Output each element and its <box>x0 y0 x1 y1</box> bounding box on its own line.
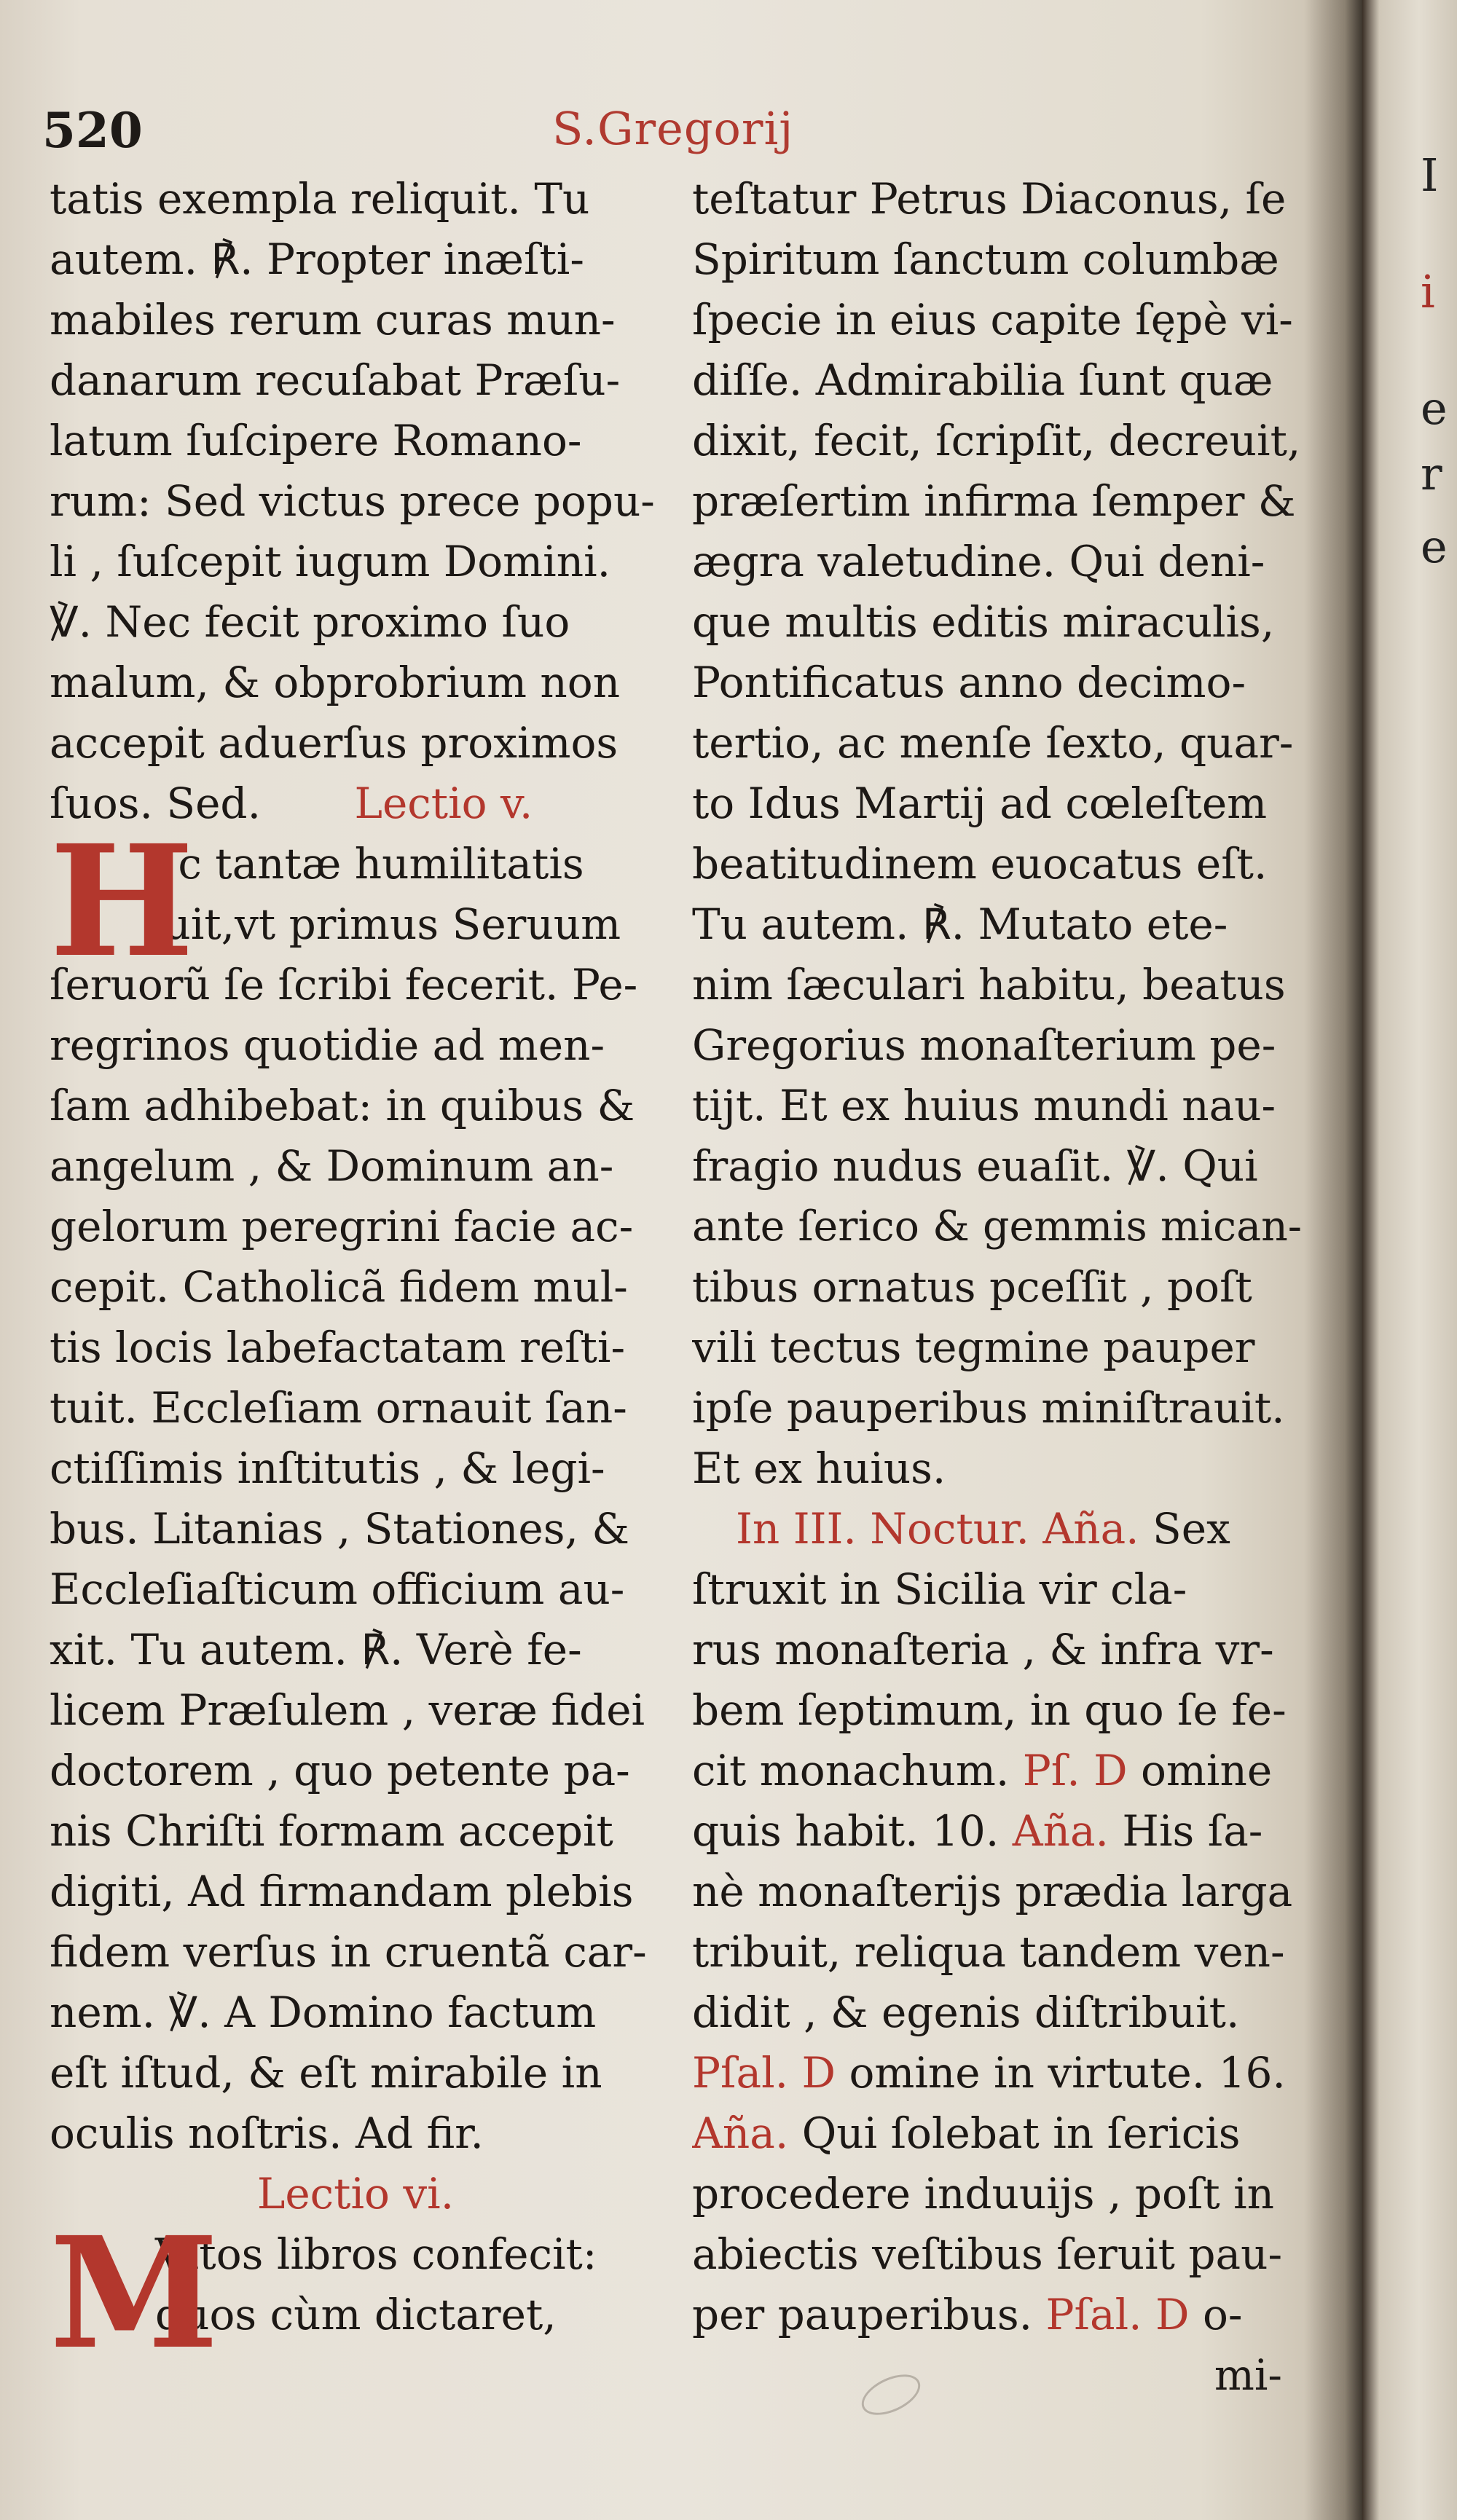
text-line: ſam adhibebat: in quibus & <box>50 1081 635 1130</box>
text-fragment: omine <box>1141 1746 1273 1795</box>
text-line: didit , & egenis diſtribuit. <box>692 1988 1240 2037</box>
text-line: I c tantæ humilitatis <box>148 839 584 889</box>
text-line: gelorum peregrini facie ac- <box>50 1202 634 1251</box>
text-line: Eccleſiaſticum officium au- <box>50 1564 625 1614</box>
text-line: tribuit, reliqua tandem ven- <box>692 1927 1285 1977</box>
text-line: Spiritum ſanctum columbæ <box>692 235 1279 284</box>
text-line: fidem verſus in cruentã car- <box>50 1927 647 1977</box>
text-line: fragio nudus euaſit. ℣. Qui <box>692 1141 1258 1191</box>
edge-fragment: I <box>1421 149 1439 202</box>
text-fragment: His ſa- <box>1122 1806 1263 1856</box>
text-line: ſtruxit in Sicilia vir cla- <box>692 1564 1187 1614</box>
lectio-heading: Lectio vi. <box>256 2169 455 2218</box>
text-line: tuit. Eccleſiam ornauit ſan- <box>50 1383 627 1433</box>
initial-paragraph <box>50 2203 661 2383</box>
text-line: tijt. Et ex huius mundi nau- <box>692 1081 1276 1130</box>
text-line: vili tectus tegmine pauper <box>692 1323 1255 1372</box>
text-line: nè monaſterijs prædia larga <box>692 1867 1293 1916</box>
text-fragment: Qui ſolebat in ſericis <box>801 2108 1241 2158</box>
text-line: præſertim infirma ſemper & <box>692 476 1296 526</box>
edge-fragment: i <box>1421 265 1435 318</box>
psalm-line <box>692 2043 1304 2103</box>
text-line: ſeruorũ ſe ſcribi fecerit. Pe- <box>50 960 638 1009</box>
antiphon-line <box>692 2103 1304 2164</box>
text-line: Vltos libros confecit: <box>155 2229 597 2279</box>
text-line: que multis editis miraculis, <box>692 597 1275 647</box>
text-line: nis Chriſti formam accepit <box>50 1806 613 1856</box>
text-line: Tu autem. ℟. Mutato ete- <box>692 899 1228 949</box>
nocturn-label: In III. Noctur. Aña. <box>736 1504 1139 1554</box>
text-line: ctiſſimis inſtitutis , & legi- <box>50 1444 605 1493</box>
psalm-label: Pſal. D <box>1045 2290 1190 2339</box>
text-line: rus monaſteria , & infra vr- <box>692 1625 1274 1674</box>
antiphon-label: Aña. <box>692 2108 789 2158</box>
text-line: mabiles rerum curas mun- <box>50 295 616 344</box>
text-fragment: quis habit. 10. <box>692 1806 1000 1856</box>
psalm-label: Pſ. D <box>1022 1746 1128 1795</box>
text-fragment: Sex <box>1152 1504 1230 1554</box>
right-column <box>692 169 1304 2406</box>
text-line: ℣. Nec fecit proximo ſuo <box>50 597 570 647</box>
text-line: ipſe pauperibus miniſtrauit. <box>692 1383 1285 1433</box>
page-gutter-shadow <box>1304 0 1362 2520</box>
text-line: to Idus Martij ad cœleſtem <box>692 779 1268 828</box>
text-line: angelum , & Dominum an- <box>50 1141 614 1191</box>
page-header <box>42 102 814 160</box>
text-line: Pontificatus anno decimo- <box>692 658 1246 707</box>
text-line: beatitudinem euocatus eſt. <box>692 839 1268 889</box>
text-line: regrinos quotidie ad men- <box>50 1020 605 1070</box>
text-line: doctorem , quo petente pa- <box>50 1746 630 1795</box>
text-line: xit. Tu autem. ℟. Verè fe- <box>50 1625 582 1674</box>
catchword: mi- <box>1214 2350 1282 2400</box>
text-line: tertio, ac menſe ſexto, quar- <box>692 718 1294 768</box>
text-line: Gregorius monaſterium pe- <box>692 1020 1276 1070</box>
text-line: rum: Sed victus prece popu- <box>50 476 655 526</box>
text-line: quos cùm dictaret, <box>155 2290 557 2339</box>
text-line: eſt iſtud, & eſt mirabile in <box>50 2048 602 2098</box>
text-line: li , ſuſcepit iugum Domini. <box>50 537 611 586</box>
page-number: 520 <box>42 102 143 159</box>
psalm-line <box>692 1741 1304 1801</box>
text-fragment: ſuos. Sed. <box>50 779 261 828</box>
text-line: bem ſeptimum, in quo ſe fe- <box>692 1685 1287 1735</box>
text-line: accepit aduerſus proximos <box>50 718 618 768</box>
text-line: oculis noſtris. Ad fir. <box>50 2108 484 2158</box>
text-fragment: omine in virtute. 16. <box>849 2048 1286 2098</box>
lectio-heading: Lectio v. <box>354 779 533 828</box>
text-fragment: cit monachum. <box>692 1746 1010 1795</box>
text-line: nim ſæculari habitu, beatus <box>692 960 1286 1009</box>
text-line: procedere induuijs , poſt in <box>692 2169 1275 2218</box>
edge-fragment: r <box>1421 447 1442 500</box>
psalm-line <box>692 2285 1304 2345</box>
text-line: ſpecie in eius capite ſępè vi- <box>692 295 1293 344</box>
text-line: teſtatur Petrus Diaconus, ſe <box>692 174 1287 224</box>
text-line: ante ſerico & gemmis mican- <box>692 1202 1303 1251</box>
text-line: diſſe. Admirabilia ſunt quæ <box>692 355 1273 405</box>
antiphon-label: Aña. <box>1012 1806 1109 1856</box>
text-line: autem. ℟. Propter inæſti- <box>50 235 584 284</box>
text-line: licem Præſulem , veræ fidei <box>50 1685 645 1735</box>
text-fragment: o- <box>1202 2290 1243 2339</box>
psalm-label: Pſal. D <box>692 2048 836 2098</box>
drop-cap: H <box>50 811 195 991</box>
text-line: tis locis labefactatam reſti- <box>50 1323 626 1372</box>
text-line: nem. ℣. A Domino factum <box>50 1988 597 2037</box>
text-line: cepit. Catholicã fidem mul- <box>50 1262 628 1312</box>
edge-fragment: e <box>1421 520 1448 573</box>
text-line: tatis exempla reliquit. Tu <box>50 174 590 224</box>
nocturn-line <box>692 1499 1304 1559</box>
adjacent-page-edge <box>1362 0 1457 2520</box>
running-title: S.Gregorij <box>552 102 794 155</box>
text-line: malum, & obprobrium non <box>50 658 621 707</box>
text-line: fuit,vt primus Seruum <box>148 899 621 949</box>
text-line: bus. Litanias , Stationes, & <box>50 1504 629 1554</box>
text-line: tibus ornatus pceſſit , poſt <box>692 1262 1252 1312</box>
drop-cap: M <box>50 2203 219 2383</box>
left-column <box>50 169 661 2383</box>
text-line: danarum recuſabat Præſu- <box>50 355 621 405</box>
text-line: abiectis veſtibus ſeruit pau- <box>692 2229 1283 2279</box>
edge-fragment: e <box>1421 382 1448 435</box>
text-line: ægra valetudine. Qui deni- <box>692 537 1265 586</box>
text-line: dixit, fecit, ſcripſit, decreuit, <box>692 416 1301 465</box>
text-line: latum ſuſcipere Romano- <box>50 416 582 465</box>
text-fragment: per pauperibus. <box>692 2290 1033 2339</box>
text-line: digiti, Ad firmandam plebis <box>50 1867 634 1916</box>
antiphon-line <box>692 1801 1304 1862</box>
text-line: Et ex huius. <box>692 1444 946 1493</box>
